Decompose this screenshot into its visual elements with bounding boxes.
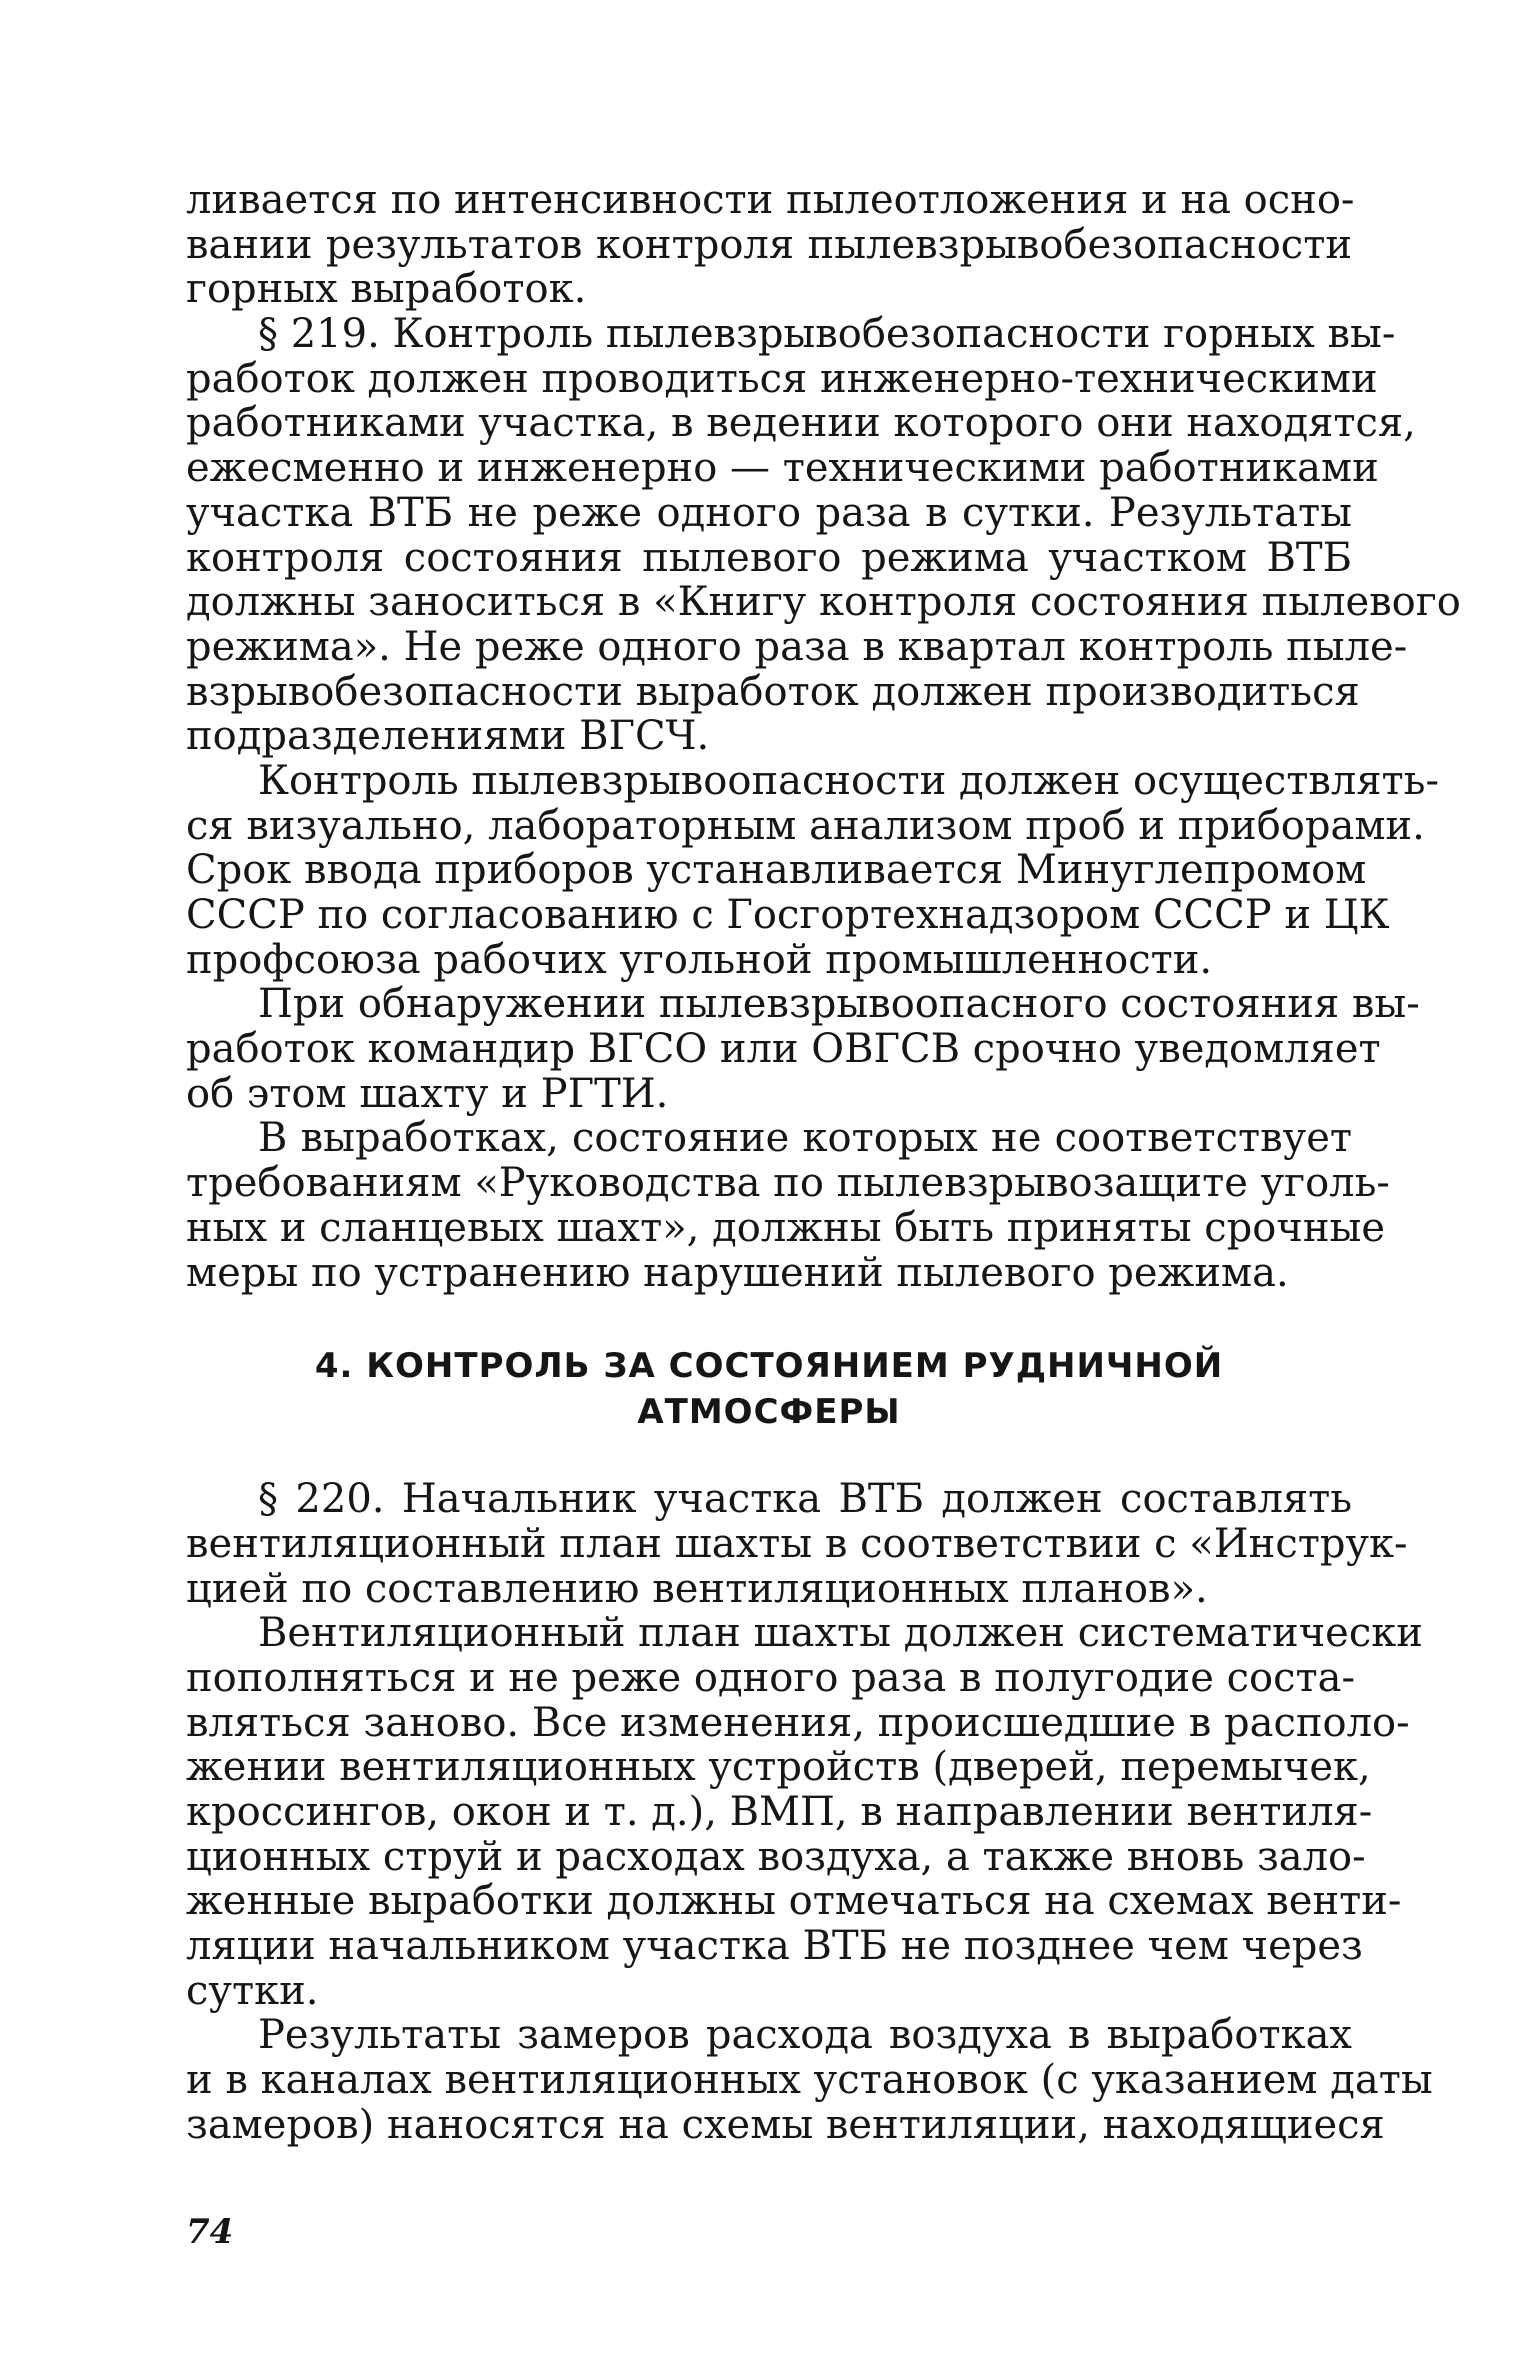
text-line: СССР по согласованию с Госгортехнадзором СССР и ЦК (186, 892, 1390, 938)
paragraph-dust-control (186, 757, 1439, 983)
text-line: § 219. Контроль пылевзрывобезопасности горных вы- (258, 311, 1396, 358)
text-line: пополняться и не реже одного раза в полугодие соста- (186, 1654, 1355, 1701)
section-heading (186, 1343, 1352, 1435)
paragraph-air-measurements (186, 2012, 1433, 2148)
text-line: ливается по интенсивности пылеотложения и на осно- (186, 177, 1355, 223)
heading-line: АТМОСФЕРЫ (637, 1392, 901, 1433)
text-line: женные выработки должны отмечаться на схемах венти- (186, 1878, 1402, 1925)
text-line: сутки. (186, 1967, 319, 2014)
text-line: горных выработок. (186, 266, 587, 313)
text-line: участка ВТБ не реже одного раза в сутки. Результаты (186, 489, 1352, 536)
text-line: работниками участка, в ведении которого они находятся, (186, 400, 1416, 447)
text-line: профсоюза рабочих угольной промышленности. (186, 936, 1213, 983)
page-text (186, 177, 1461, 2148)
text-line: При обнаружении пылевзрывоопасного состояния вы- (258, 981, 1420, 1028)
text-line: и в каналах вентиляционных установок (с указанием даты (186, 2057, 1433, 2104)
text-line: требованиям «Руководства по пылевзрывозащите уголь- (186, 1160, 1390, 1207)
text-line: Вентиляционный план шахты должен систематически (258, 1610, 1423, 1657)
text-line: цией по составлению вентиляционных планов». (186, 1565, 1208, 1612)
paragraph-ventilation-plan (186, 1610, 1423, 2014)
text-line: об этом шахту и РГТИ. (186, 1070, 669, 1117)
page-number: 74 (186, 2212, 234, 2252)
text-line: Результаты замеров расхода воздуха в выработках (258, 2012, 1352, 2059)
text-line: ляции начальником участка ВТБ не позднее чем через (186, 1923, 1363, 1970)
text-line: ционных струй и расходах воздуха, а также вновь зало- (186, 1833, 1366, 1880)
text-line: работок командир ВГСО или ОВГСВ срочно уведомляет (186, 1026, 1381, 1073)
paragraph-continuation (186, 177, 1355, 313)
text-line: работок должен проводиться инженерно-техническими (186, 355, 1378, 402)
text-line: ежесменно и инженерно — техническими работниками (186, 445, 1379, 492)
paragraph-section-219 (186, 311, 1461, 760)
text-line: вентиляционный план шахты в соответствии с «Инструк- (186, 1520, 1408, 1567)
text-line: ся визуально, лабораторным анализом проб и приборами. (186, 802, 1425, 849)
paragraph-measures (186, 1115, 1390, 1296)
text-line: взрывобезопасности выработок должен производиться (186, 668, 1360, 715)
text-line: Срок ввода приборов устанавливается Минуглепромом (186, 847, 1367, 894)
text-line: вании результатов контроля пылевзрывобезопасности (186, 221, 1352, 268)
text-line: вляться заново. Все изменения, происшедшие в располо- (186, 1699, 1410, 1746)
text-line: В выработках, состояние которых не соответствует (258, 1115, 1352, 1162)
text-line: § 220. Начальник участка ВТБ должен составлять (258, 1476, 1352, 1523)
text-line: режима». Не реже одного раза в квартал контроль пыле- (186, 623, 1408, 670)
text-line: замеров) наносятся на схемы вентиляции, находящиеся (186, 2101, 1385, 2148)
paragraph-detection (186, 981, 1420, 1117)
text-line: жении вентиляционных устройств (дверей, перемычек, (186, 1744, 1371, 1791)
text-line: Контроль пылевзрывоопасности должен осуществлять- (258, 757, 1439, 804)
text-line: ных и сланцевых шахт», должны быть приняты срочные (186, 1204, 1385, 1251)
text-line: должны заноситься в «Книгу контроля состояния пылевого (186, 579, 1461, 626)
text-line: кроссингов, окон и т. д.), ВМП, в направлении вентиля- (186, 1789, 1373, 1835)
text-line: меры по устранению нарушений пылевого режима. (186, 1249, 1289, 1296)
text-line: контроля состояния пылевого режима участком ВТБ (186, 534, 1352, 581)
paragraph-section-220 (186, 1476, 1408, 1612)
text-line: подразделениями ВГСЧ. (186, 713, 710, 760)
heading-line: 4. КОНТРОЛЬ ЗА СОСТОЯНИЕМ РУДНИЧНОЙ (314, 1346, 1224, 1387)
